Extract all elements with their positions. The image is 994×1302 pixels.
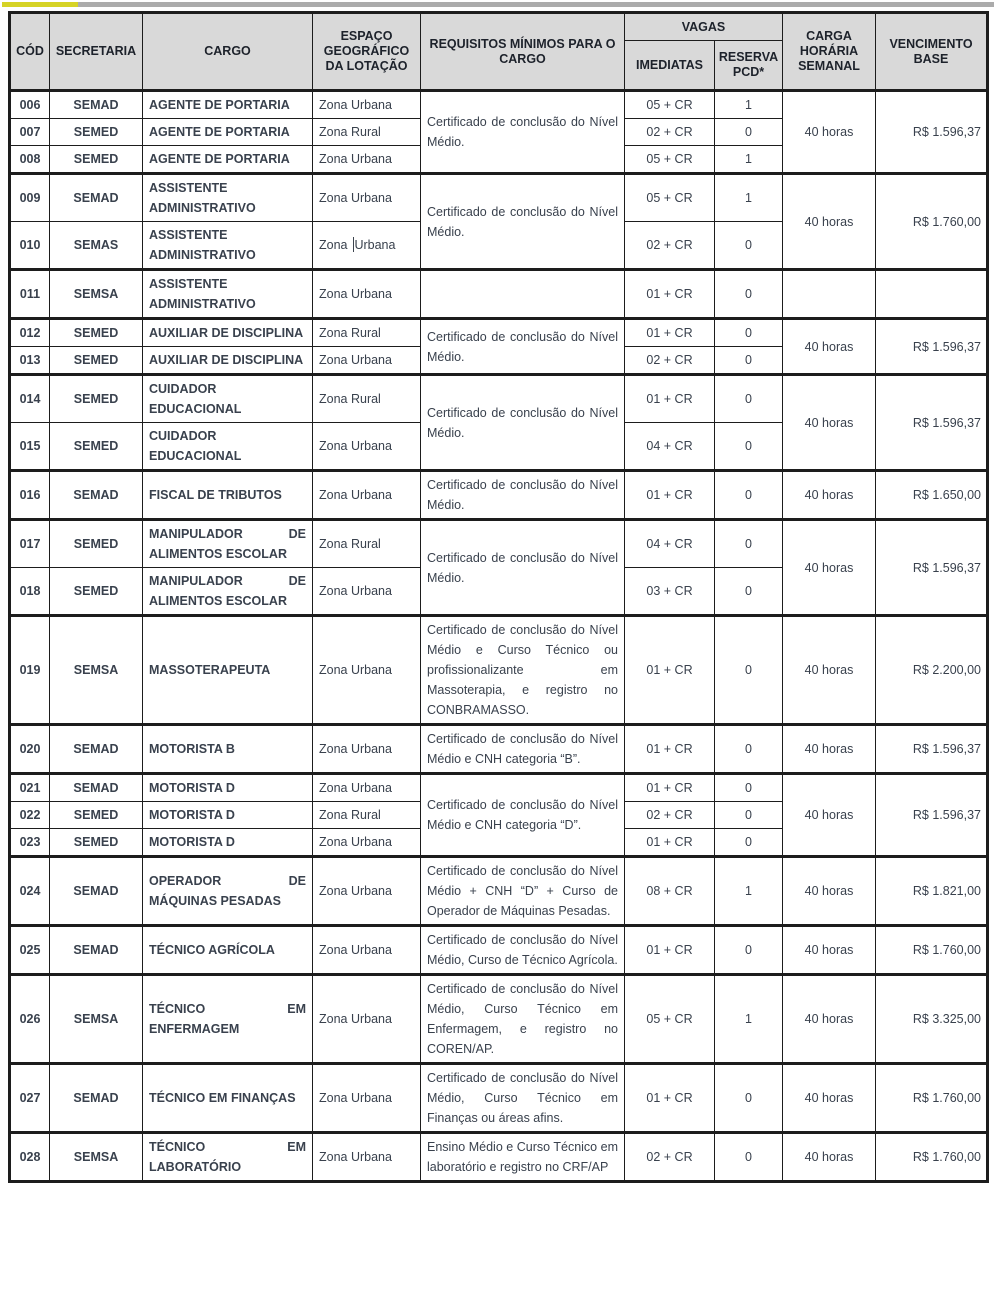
cell-zona: Zona Urbana xyxy=(313,829,421,857)
cell-vencimento: R$ 1.650,00 xyxy=(876,471,988,520)
cell-cod: 006 xyxy=(10,91,50,119)
cell-zona: Zona Urbana xyxy=(313,270,421,319)
cell-pcd: 0 xyxy=(715,926,783,975)
cell-carga: 40 horas xyxy=(783,1064,876,1133)
cell-cargo: AGENTE DE PORTARIA xyxy=(143,119,313,146)
cell-imediatas: 05 + CR xyxy=(625,146,715,174)
cell-requisitos xyxy=(421,270,625,319)
cell-pcd: 1 xyxy=(715,146,783,174)
cell-vencimento: R$ 1.596,37 xyxy=(876,520,988,616)
cell-cod: 026 xyxy=(10,975,50,1064)
cell-requisitos: Certificado de conclusão do Nível Médio e CNH categoria “D”. xyxy=(421,774,625,857)
cell-vencimento: R$ 3.325,00 xyxy=(876,975,988,1064)
table-body xyxy=(10,91,988,1182)
cell-pcd: 1 xyxy=(715,975,783,1064)
cell-zona: Zona Urbana xyxy=(313,91,421,119)
table-row xyxy=(10,774,988,802)
table-row xyxy=(10,857,988,926)
cell-pcd: 0 xyxy=(715,423,783,471)
cell-imediatas: 02 + CR xyxy=(625,347,715,375)
table-row xyxy=(10,1133,988,1182)
cell-pcd: 0 xyxy=(715,222,783,270)
cell-requisitos: Certificado de conclusão do Nível Médio. xyxy=(421,174,625,270)
cell-vencimento: R$ 1.760,00 xyxy=(876,1064,988,1133)
cell-requisitos: Certificado de conclusão do Nível Médio, Curso Técnico em Finanças ou áreas afins. xyxy=(421,1064,625,1133)
table-header xyxy=(10,13,988,91)
cell-vencimento: R$ 1.596,37 xyxy=(876,91,988,174)
cell-imediatas: 01 + CR xyxy=(625,1064,715,1133)
cell-cod: 015 xyxy=(10,423,50,471)
cell-cod: 009 xyxy=(10,174,50,222)
cell-cod: 023 xyxy=(10,829,50,857)
cell-cod: 020 xyxy=(10,725,50,774)
cell-imediatas: 05 + CR xyxy=(625,975,715,1064)
cell-requisitos: Certificado de conclusão do Nível Médio. xyxy=(421,375,625,471)
cell-pcd: 1 xyxy=(715,91,783,119)
cell-secretaria: SEMAD xyxy=(50,774,143,802)
cell-zona: Zona Urbana xyxy=(313,857,421,926)
cell-zona: Zona Rural xyxy=(313,802,421,829)
cell-pcd: 0 xyxy=(715,375,783,423)
cell-cargo: AUXILIAR DE DISCIPLINA xyxy=(143,347,313,375)
cell-zona: Zona Urbana xyxy=(313,975,421,1064)
cell-cod: 017 xyxy=(10,520,50,568)
cell-carga: 40 horas xyxy=(783,471,876,520)
cell-cod: 019 xyxy=(10,616,50,725)
cell-cod: 028 xyxy=(10,1133,50,1182)
cell-secretaria: SEMAD xyxy=(50,91,143,119)
highlighter-mark xyxy=(2,2,78,7)
cell-cod: 024 xyxy=(10,857,50,926)
cell-cargo: MOTORISTA D xyxy=(143,802,313,829)
cell-secretaria: SEMSA xyxy=(50,270,143,319)
cell-pcd: 0 xyxy=(715,616,783,725)
cell-imediatas: 01 + CR xyxy=(625,725,715,774)
cell-zona: Zona Urbana xyxy=(313,471,421,520)
cell-imediatas: 05 + CR xyxy=(625,91,715,119)
cell-cargo: AGENTE DE PORTARIA xyxy=(143,146,313,174)
cell-secretaria: SEMAD xyxy=(50,926,143,975)
cell-secretaria: SEMAD xyxy=(50,857,143,926)
cell-zona: Zona Urbana xyxy=(313,347,421,375)
cell-imediatas: 01 + CR xyxy=(625,375,715,423)
cell-secretaria: SEMED xyxy=(50,802,143,829)
cell-vencimento: R$ 1.760,00 xyxy=(876,1133,988,1182)
cell-cargo: ASSISTENTE ADMINISTRATIVO xyxy=(143,270,313,319)
cell-cod: 014 xyxy=(10,375,50,423)
table-row xyxy=(10,270,988,319)
cell-pcd: 0 xyxy=(715,725,783,774)
cell-carga: 40 horas xyxy=(783,174,876,270)
cell-secretaria: SEMED xyxy=(50,568,143,616)
cell-secretaria: SEMED xyxy=(50,347,143,375)
cell-pcd: 0 xyxy=(715,802,783,829)
cell-cargo: CUIDADOR EDUCACIONAL xyxy=(143,423,313,471)
cell-cod: 021 xyxy=(10,774,50,802)
cell-carga: 40 horas xyxy=(783,375,876,471)
table-row xyxy=(10,319,988,347)
cell-imediatas: 01 + CR xyxy=(625,471,715,520)
cell-carga: 40 horas xyxy=(783,520,876,616)
header-carga-horaria: CARGA HORÁRIA SEMANAL xyxy=(783,13,876,91)
cell-vencimento: R$ 1.596,37 xyxy=(876,319,988,375)
cell-imediatas: 02 + CR xyxy=(625,1133,715,1182)
cell-secretaria: SEMED xyxy=(50,375,143,423)
cell-requisitos: Certificado de conclusão do Nível Médio. xyxy=(421,471,625,520)
cell-vencimento: R$ 1.760,00 xyxy=(876,174,988,270)
table-row xyxy=(10,616,988,725)
cell-imediatas: 04 + CR xyxy=(625,423,715,471)
cell-zona: Zona Urbana xyxy=(313,1064,421,1133)
header-reserva-pcd: RESERVA PCD* xyxy=(715,41,783,91)
cell-zona: Zona Rural xyxy=(313,119,421,146)
cell-imediatas: 04 + CR xyxy=(625,520,715,568)
cell-cargo: ASSISTENTE ADMINISTRATIVO xyxy=(143,222,313,270)
cell-zona: Zona Urbana xyxy=(313,725,421,774)
cell-zona: Zona Urbana xyxy=(313,423,421,471)
scan-edge-artifact xyxy=(78,2,994,7)
cell-secretaria: SEMAD xyxy=(50,1064,143,1133)
cell-pcd: 0 xyxy=(715,471,783,520)
cell-secretaria: SEMAS xyxy=(50,222,143,270)
cell-secretaria: SEMED xyxy=(50,119,143,146)
cell-cargo: OPERADOR DE MÁQUINAS PESADAS xyxy=(143,857,313,926)
cell-vencimento: R$ 1.596,37 xyxy=(876,725,988,774)
cell-cargo: MOTORISTA D xyxy=(143,774,313,802)
cell-cargo: CUIDADOR EDUCACIONAL xyxy=(143,375,313,423)
cell-cargo: AGENTE DE PORTARIA xyxy=(143,91,313,119)
cell-cod: 016 xyxy=(10,471,50,520)
cell-pcd: 0 xyxy=(715,1064,783,1133)
cell-pcd: 0 xyxy=(715,774,783,802)
cell-vencimento xyxy=(876,270,988,319)
header-requisitos: REQUISITOS MÍNIMOS PARA O CARGO xyxy=(421,13,625,91)
cell-requisitos: Ensino Médio e Curso Técnico em laboratório e registro no CRF/AP xyxy=(421,1133,625,1182)
cell-cargo: TÉCNICO AGRÍCOLA xyxy=(143,926,313,975)
cell-secretaria: SEMED xyxy=(50,146,143,174)
cell-cod: 010 xyxy=(10,222,50,270)
table-row xyxy=(10,725,988,774)
cell-imediatas: 02 + CR xyxy=(625,802,715,829)
cell-zona: Zona Rural xyxy=(313,319,421,347)
cell-secretaria: SEMAD xyxy=(50,725,143,774)
cell-cargo: AUXILIAR DE DISCIPLINA xyxy=(143,319,313,347)
header-vencimento: VENCIMENTO BASE xyxy=(876,13,988,91)
cell-cargo: MANIPULADOR DE ALIMENTOS ESCOLAR xyxy=(143,568,313,616)
table-row xyxy=(10,975,988,1064)
cell-imediatas: 03 + CR xyxy=(625,568,715,616)
header-cod: CÓD xyxy=(10,13,50,91)
cell-imediatas: 01 + CR xyxy=(625,829,715,857)
cell-vencimento: R$ 1.596,37 xyxy=(876,375,988,471)
cell-imediatas: 02 + CR xyxy=(625,222,715,270)
cell-carga: 40 horas xyxy=(783,774,876,857)
cell-pcd: 0 xyxy=(715,119,783,146)
cell-cod: 013 xyxy=(10,347,50,375)
cell-pcd: 0 xyxy=(715,1133,783,1182)
cell-secretaria: SEMED xyxy=(50,829,143,857)
table-row xyxy=(10,174,988,222)
header-imediatas: IMEDIATAS xyxy=(625,41,715,91)
cell-vencimento: R$ 1.596,37 xyxy=(876,774,988,857)
cell-cargo: MOTORISTA D xyxy=(143,829,313,857)
header-vagas: VAGAS xyxy=(625,13,783,41)
cell-secretaria: SEMAD xyxy=(50,174,143,222)
cell-pcd: 1 xyxy=(715,174,783,222)
cell-requisitos: Certificado de conclusão do Nível Médio + CNH “D” + Curso de Operador de Máquinas Pesadas. xyxy=(421,857,625,926)
cell-zona: Zona Urbana xyxy=(313,616,421,725)
cell-pcd: 1 xyxy=(715,857,783,926)
table-row xyxy=(10,520,988,568)
cell-cargo: MASSOTERAPEUTA xyxy=(143,616,313,725)
cell-imediatas: 05 + CR xyxy=(625,174,715,222)
cell-requisitos: Certificado de conclusão do Nível Médio. xyxy=(421,520,625,616)
cell-imediatas: 01 + CR xyxy=(625,774,715,802)
header-cargo: CARGO xyxy=(143,13,313,91)
cell-imediatas: 01 + CR xyxy=(625,926,715,975)
cell-zona: Zona Urbana xyxy=(313,926,421,975)
cell-pcd: 0 xyxy=(715,829,783,857)
cell-secretaria: SEMSA xyxy=(50,1133,143,1182)
job-positions-table xyxy=(8,11,989,1183)
cell-pcd: 0 xyxy=(715,520,783,568)
cell-cargo: MOTORISTA B xyxy=(143,725,313,774)
cell-zona: Zona Urbana xyxy=(313,1133,421,1182)
cell-carga: 40 horas xyxy=(783,975,876,1064)
cell-carga: 40 horas xyxy=(783,616,876,725)
cell-secretaria: SEMED xyxy=(50,520,143,568)
cell-cod: 022 xyxy=(10,802,50,829)
cell-carga: 40 horas xyxy=(783,91,876,174)
cell-carga: 40 horas xyxy=(783,926,876,975)
cell-cod: 007 xyxy=(10,119,50,146)
cell-zona: Zona Urbana xyxy=(313,774,421,802)
cell-secretaria: SEMSA xyxy=(50,975,143,1064)
cell-cod: 008 xyxy=(10,146,50,174)
cell-zona: Zona Urbana xyxy=(313,568,421,616)
cell-pcd: 0 xyxy=(715,270,783,319)
cell-requisitos: Certificado de conclusão do Nível Médio e Curso Técnico ou profissionalizante em Massoterapia, e registro no CONBRAMASSO. xyxy=(421,616,625,725)
cell-cargo: ASSISTENTE ADMINISTRATIVO xyxy=(143,174,313,222)
cell-cargo: TÉCNICO EM LABORATÓRIO xyxy=(143,1133,313,1182)
cell-vencimento: R$ 1.760,00 xyxy=(876,926,988,975)
cell-zona: Zona Rural xyxy=(313,520,421,568)
cell-pcd: 0 xyxy=(715,568,783,616)
header-espaco-geografico: ESPAÇO GEOGRÁFICO DA LOTAÇÃO xyxy=(313,13,421,91)
cell-cargo: TÉCNICO EM FINANÇAS xyxy=(143,1064,313,1133)
table-row xyxy=(10,471,988,520)
cell-carga: 40 horas xyxy=(783,857,876,926)
cell-secretaria: SEMSA xyxy=(50,616,143,725)
cell-requisitos: Certificado de conclusão do Nível Médio, Curso Técnico em Enfermagem, e registro no COREN/AP. xyxy=(421,975,625,1064)
cell-carga: 40 horas xyxy=(783,725,876,774)
cell-requisitos: Certificado de conclusão do Nível Médio. xyxy=(421,319,625,375)
cell-secretaria: SEMAD xyxy=(50,471,143,520)
cell-cod: 027 xyxy=(10,1064,50,1133)
cell-zona: Zona Rural xyxy=(313,375,421,423)
text-cursor-icon xyxy=(353,237,355,252)
cell-carga xyxy=(783,270,876,319)
cell-imediatas: 08 + CR xyxy=(625,857,715,926)
table-row xyxy=(10,1064,988,1133)
cell-carga: 40 horas xyxy=(783,1133,876,1182)
cell-cod: 011 xyxy=(10,270,50,319)
cell-cargo: FISCAL DE TRIBUTOS xyxy=(143,471,313,520)
cell-cod: 012 xyxy=(10,319,50,347)
cell-requisitos: Certificado de conclusão do Nível Médio, Curso de Técnico Agrícola. xyxy=(421,926,625,975)
cell-imediatas: 01 + CR xyxy=(625,616,715,725)
table-row xyxy=(10,91,988,119)
cell-zona: Zona Urbana xyxy=(313,146,421,174)
cell-imediatas: 01 + CR xyxy=(625,319,715,347)
cell-vencimento: R$ 2.200,00 xyxy=(876,616,988,725)
cell-cargo: MANIPULADOR DE ALIMENTOS ESCOLAR xyxy=(143,520,313,568)
cell-pcd: 0 xyxy=(715,347,783,375)
cell-carga: 40 horas xyxy=(783,319,876,375)
page-top-strip xyxy=(0,2,994,7)
cell-requisitos: Certificado de conclusão do Nível Médio e CNH categoria “B”. xyxy=(421,725,625,774)
cell-imediatas: 02 + CR xyxy=(625,119,715,146)
cell-secretaria: SEMED xyxy=(50,423,143,471)
cell-zona: Zona Urbana xyxy=(313,222,421,270)
cell-imediatas: 01 + CR xyxy=(625,270,715,319)
cell-requisitos: Certificado de conclusão do Nível Médio. xyxy=(421,91,625,174)
cell-cargo: TÉCNICO EM ENFERMAGEM xyxy=(143,975,313,1064)
table-row xyxy=(10,375,988,423)
header-secretaria: SECRETARIA xyxy=(50,13,143,91)
cell-pcd: 0 xyxy=(715,319,783,347)
cell-cod: 018 xyxy=(10,568,50,616)
cell-vencimento: R$ 1.821,00 xyxy=(876,857,988,926)
cell-secretaria: SEMED xyxy=(50,319,143,347)
table-row xyxy=(10,926,988,975)
cell-zona: Zona Urbana xyxy=(313,174,421,222)
cell-cod: 025 xyxy=(10,926,50,975)
